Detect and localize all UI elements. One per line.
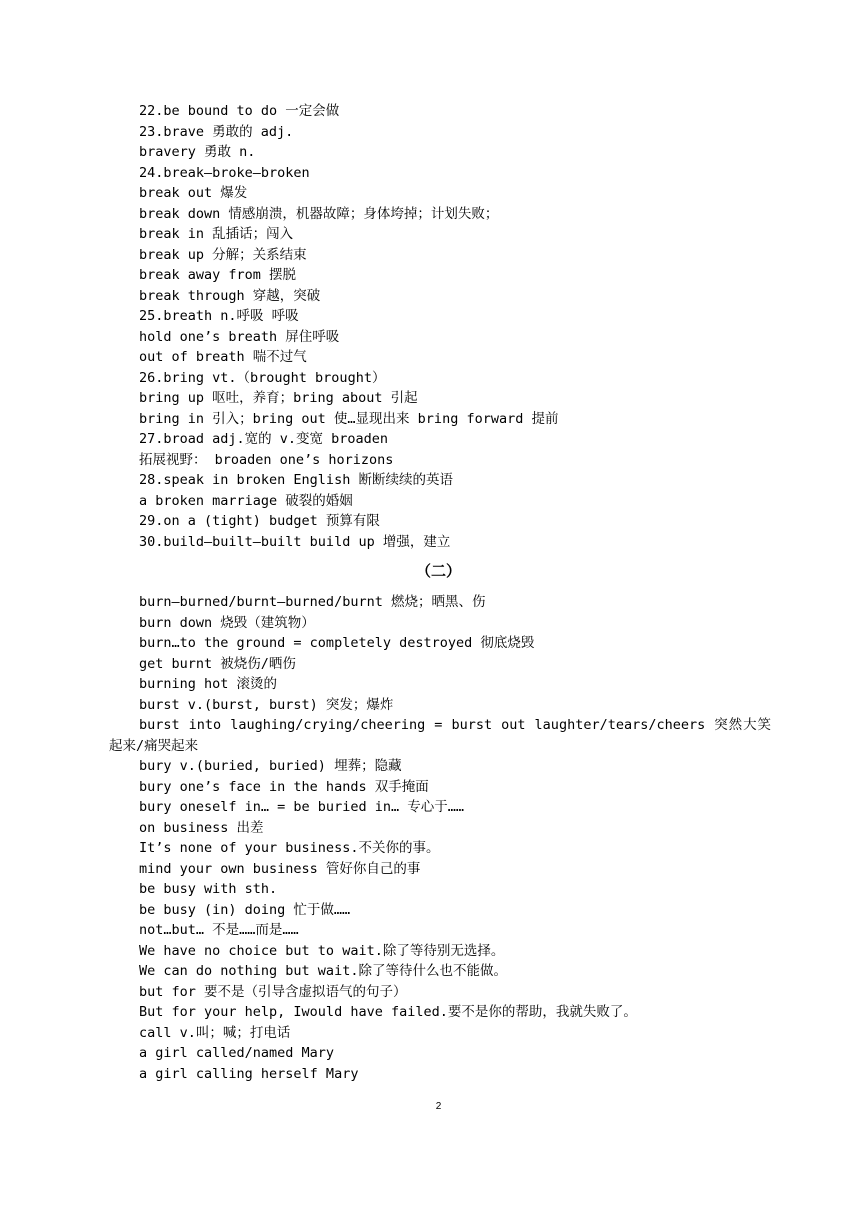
vocab-line: 30.build—built—built build up 增强，建立 [139,533,451,550]
vocab-line: break in 乱插话；闯入 [139,226,294,242]
vocab-line: bury oneself in… = be buried in… 专心于…… [139,799,464,815]
vocab-line: call v.叫；喊；打电话 [139,1024,291,1041]
vocab-line: burst v.(burst, burst) 突发；爆炸 [139,696,394,713]
vocab-line: 26.bring vt.（brought brought） [139,369,386,386]
vocab-line: a broken marriage 破裂的婚姻 [139,492,353,509]
page-number: 2 [435,1101,442,1112]
vocab-line: 22.be bound to do 一定会做 [139,103,340,119]
vocab-line: out of breath 喘不过气 [139,349,307,365]
vocab-line: 23.brave 勇敢的 adj. [139,123,294,140]
section-heading: （二） [415,562,461,580]
vocab-line: But for your help, Iwould have failed.要不是你的帮助，我就失败了。 [139,1004,637,1020]
vocab-line: 25.breath n.呼吸 呼吸 [139,308,299,324]
vocab-line: 24.break—broke—broken [139,164,310,181]
vocab-line: get burnt 被烧伤/晒伤 [139,655,296,672]
wrapped-vocab-entry [109,715,771,756]
vocab-line: burn…to the ground = completely destroyed 彻底烧毁 [139,635,535,651]
vocab-line: bring in 引入；bring out 使…显现出来 bring forward 提前 [139,410,559,427]
vocab-line: burn down 烧毁（建筑物） [139,614,315,631]
vocab-line: bravery 勇敢 n. [139,144,256,160]
vocab-line: a girl calling herself Mary [139,1065,359,1082]
vocab-line: bury one’s face in the hands 双手掩面 [139,778,429,795]
vocab-line: We can do nothing but wait.除了等待什么也不能做。 [139,963,507,979]
vocab-line: hold one’s breath 屏住呼吸 [139,328,340,345]
vocab-line: It’s none of your business.不关你的事。 [139,840,440,856]
vocab-line: 29.on a (tight) budget 预算有限 [139,513,380,529]
vocab-line: bury v.(buried, buried) 埋葬；隐藏 [139,758,402,774]
vocab-line: 28.speak in broken English 断断续续的英语 [139,472,453,488]
vocab-line: 27.broad adj.宽的 v.变宽 broaden [139,431,389,447]
wrapped-entry-first-line: burst into laughing/crying/cheering = burst out laughter/tears/cheers 突然大笑 [139,717,771,733]
vocab-line: break up 分解；关系结束 [139,246,307,263]
vocab-line: on business 出差 [139,819,264,836]
vocab-line: break down 情感崩溃，机器故障；身体垮掉；计划失败； [139,205,499,222]
vocab-line: mind your own business 管好你自己的事 [139,860,421,877]
vocab-line: but for 要不是（引导含虚拟语气的句子） [139,983,407,1000]
vocab-line: be busy with sth. [139,881,278,897]
vocab-line: We have no choice but to wait.除了等待别无选择。 [139,942,505,959]
vocab-line: break through 穿越，突破 [139,287,321,304]
wrapped-entry-second-line: 起来/痛哭起来 [109,737,199,754]
vocab-line: break away from 摆脱 [139,267,297,283]
vocab-line: not…but… 不是……而是…… [139,922,299,938]
vocab-line: break out 爆发 [139,185,248,201]
vocab-line: burn—burned/burnt—burned/burnt 燃烧；晒黑、伤 [139,594,486,610]
vocab-line: a girl called/named Mary [139,1045,335,1061]
vocab-line: 拓展视野： broaden one’s horizons [139,451,394,468]
vocab-line: be busy (in) doing 忙于做…… [139,901,351,918]
vocab-line: burning hot 滚烫的 [139,676,278,692]
vocab-line: bring up 呕吐，养育；bring about 引起 [139,390,418,406]
